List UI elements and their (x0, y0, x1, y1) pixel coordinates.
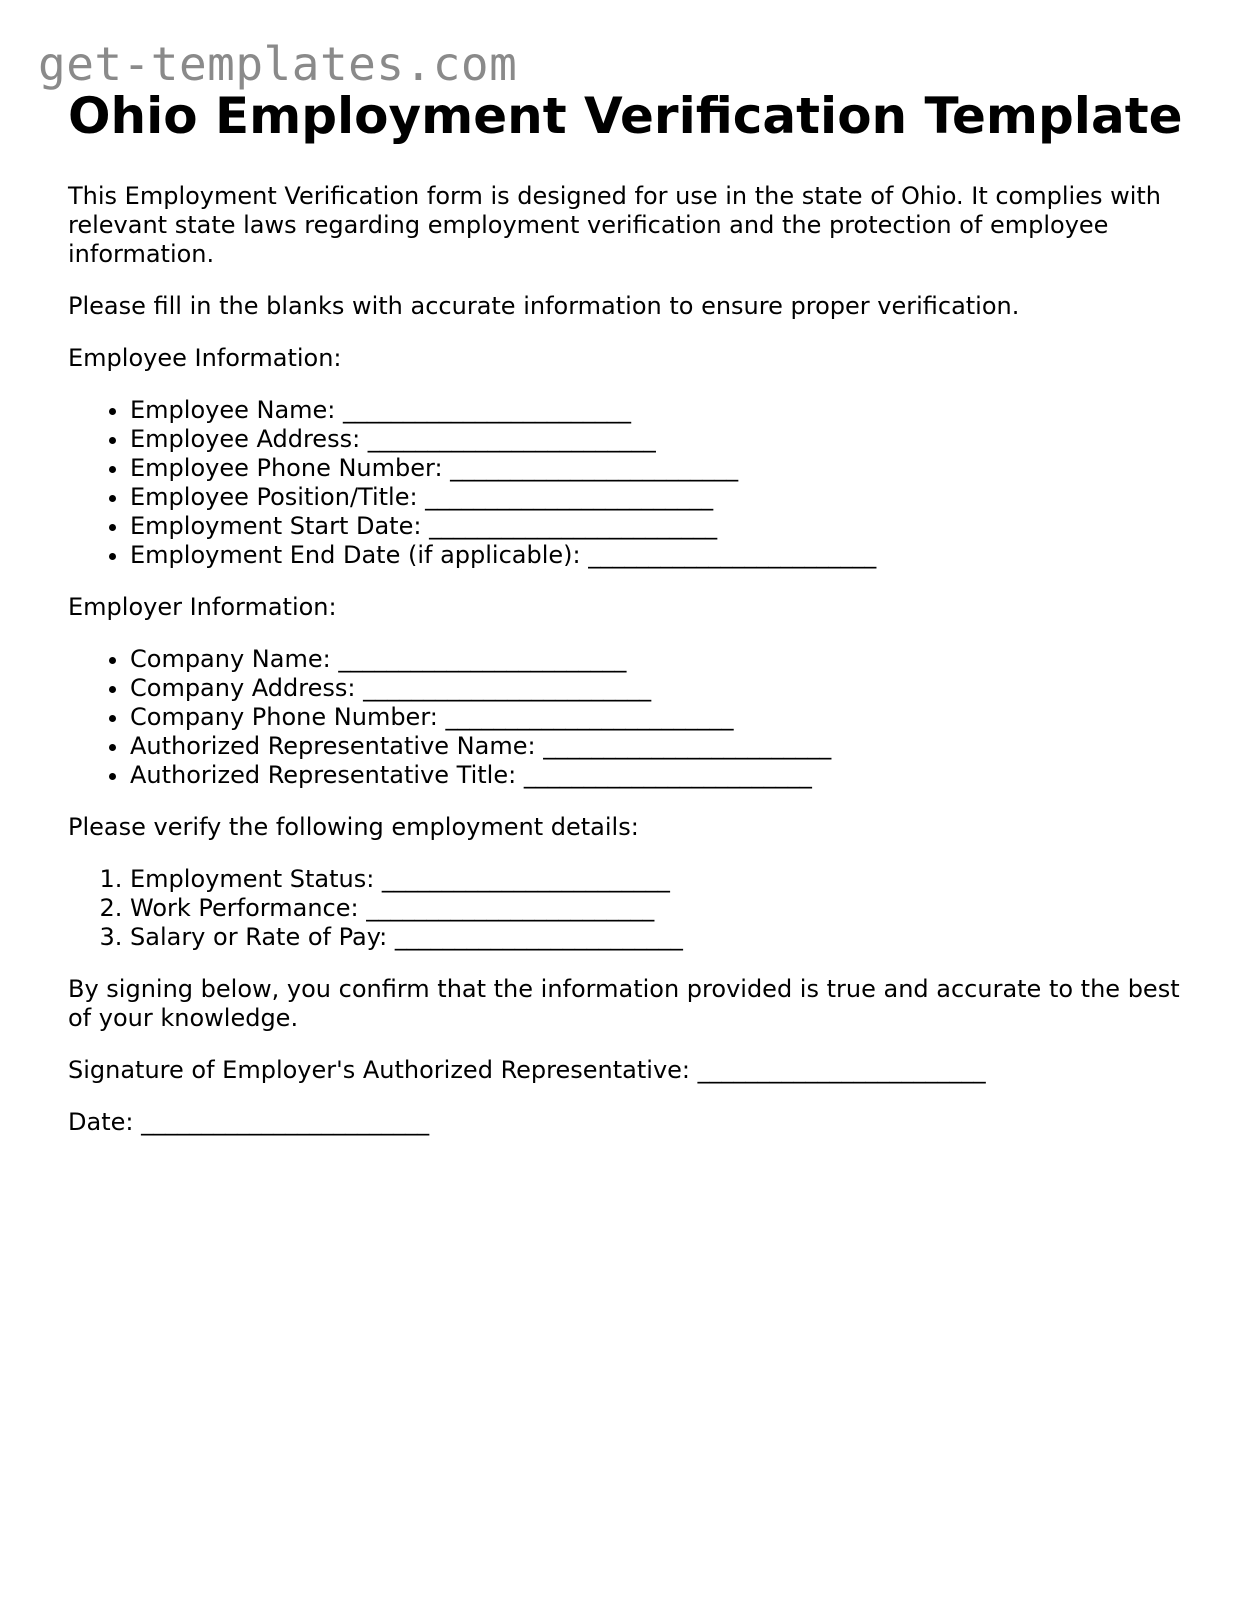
employee-info-list (68, 396, 1188, 570)
page-title: Ohio Employment Verification Template (68, 87, 1183, 145)
intro-paragraph: This Employment Verification form is designed for use in the state of Ohio. It complies with relevant state laws regarding employment verification and the protection of employee information. (68, 182, 1162, 268)
employee-phone-field[interactable]: • Employee Phone Number: ________________________ (130, 454, 1188, 483)
document (68, 84, 1188, 1137)
employer-section-heading: Employer Information: (68, 593, 337, 621)
employee-section-heading: Employee Information: (68, 344, 342, 372)
signature-field[interactable]: Signature of Employer's Authorized Representative: ________________________ (68, 1056, 986, 1084)
employment-status-field[interactable]: 1. Employment Status: ________________________ (130, 865, 1188, 894)
confirmation-paragraph: By signing below, you confirm that the information provided is true and accurate to the best of your knowledge. (68, 975, 1180, 1032)
employment-start-date-field[interactable]: • Employment Start Date: ________________________ (130, 512, 1188, 541)
employer-info-list (68, 645, 1188, 790)
representative-name-field[interactable]: • Authorized Representative Name: ________________________ (130, 732, 1188, 761)
instruction-paragraph: Please fill in the blanks with accurate information to ensure proper verification. (68, 292, 1020, 320)
employment-end-date-field[interactable]: • Employment End Date (if applicable): ________________________ (130, 541, 1188, 570)
company-name-field[interactable]: • Company Name: ________________________ (130, 645, 1188, 674)
representative-title-field[interactable]: • Authorized Representative Title: ________________________ (130, 761, 1188, 790)
company-phone-field[interactable]: • Company Phone Number: ________________________ (130, 703, 1188, 732)
employee-position-field[interactable]: • Employee Position/Title: ________________________ (130, 483, 1188, 512)
employee-name-field[interactable]: • Employee Name: ________________________ (130, 396, 1188, 425)
date-field[interactable]: Date: ________________________ (68, 1108, 430, 1136)
salary-field[interactable]: 3. Salary or Rate of Pay: ________________________ (130, 923, 1188, 952)
work-performance-field[interactable]: 2. Work Performance: ________________________ (130, 894, 1188, 923)
company-address-field[interactable]: • Company Address: ________________________ (130, 674, 1188, 703)
employee-address-field[interactable]: • Employee Address: ________________________ (130, 425, 1188, 454)
verify-section-heading: Please verify the following employment details: (68, 813, 639, 841)
watermark: get-templates.com (38, 37, 518, 91)
verify-details-list (68, 865, 1188, 952)
